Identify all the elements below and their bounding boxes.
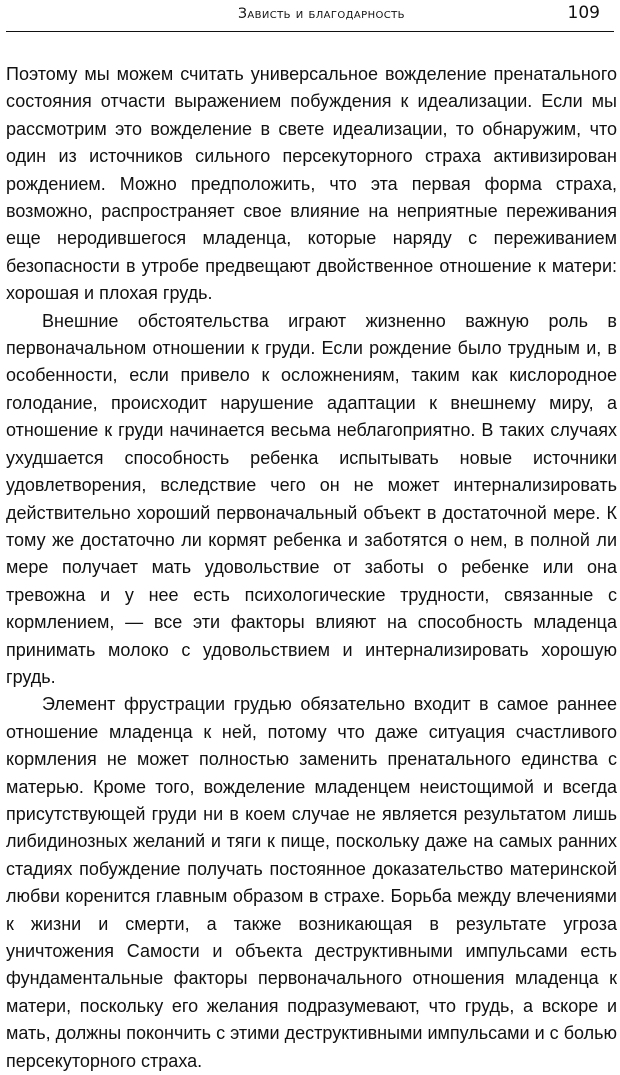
page-number: 109 — [567, 3, 600, 23]
running-title: Зависть и благодарность — [238, 6, 405, 22]
paragraph-2: Внешние обстоятельства играют жизненно важную роль в первоначальном отношении к груди. Если рождение было трудным и, в особенности, если привело к осложнениям, таким как кислородное голодание, происходит нарушение адаптации к внешнему миру, а отношение к груди начинается весьма неблагоприятно. В таких случаях ухудшается способность ребенка испытывать новые источники удовлетворения, вследствие чего он не может интернализировать действительно хороший первоначальный объект в достаточной мере. К тому же достаточно ли кормят ребенка и заботятся о нем, в полной ли мере получает мать удовольствие от заботы о ребенке или она тревожна и у нее есть психологические трудности, связанные с кормлением, — все эти факторы влияют на способность младенца принимать молоко с удовольствием и интернализировать хорошую грудь. — [6, 310, 617, 687]
paragraph-1: Поэтому мы можем считать универсальное вожделение пренатального состояния отчасти выражением побуждения к идеализации. Если мы рассмотрим это вожделение в свете идеализации, то обнаружим, что один из источников сильного персекуторного страха активизирован рождением. Можно предположить, что эта первая форма страха, возможно, распространяет свое влияние на неприятные переживания еще неродившегося младенца, которые наряду с переживанием безопасности в утробе предвещают двойственное отношение к матери: хорошая и плохая грудь. — [6, 64, 617, 304]
paragraph-3: Элемент фрустрации грудью обязательно входит в самое раннее отношение младенца к ней, потому что даже ситуация счастливого кормления не может полностью заменить пренатального единства с матерью. Кроме того, вожделение младенцем неистощимой и всегда присутствующей груди ни в коем случае не является результатом лишь либидинозных желаний и тяги к пище, поскольку даже на самых ранних стадиях побуждение получать постоянное доказательство материнской любви коренится главным образом в страхе. Борьба между влечениями к жизни и смерти, а также возникающая в результате угроза уничтожения Самости и объекта деструктивными импульсами есть фундаментальные факторы первоначального отношения младенца к матери, поскольку его желания подразумевают, что грудь, а вскоре и мать, должны покончить с этими деструктивными импульсами и с болью персекуторного страха. — [6, 694, 617, 1071]
body-text — [6, 61, 617, 1075]
running-head — [6, 0, 617, 32]
header-rule — [6, 31, 614, 32]
